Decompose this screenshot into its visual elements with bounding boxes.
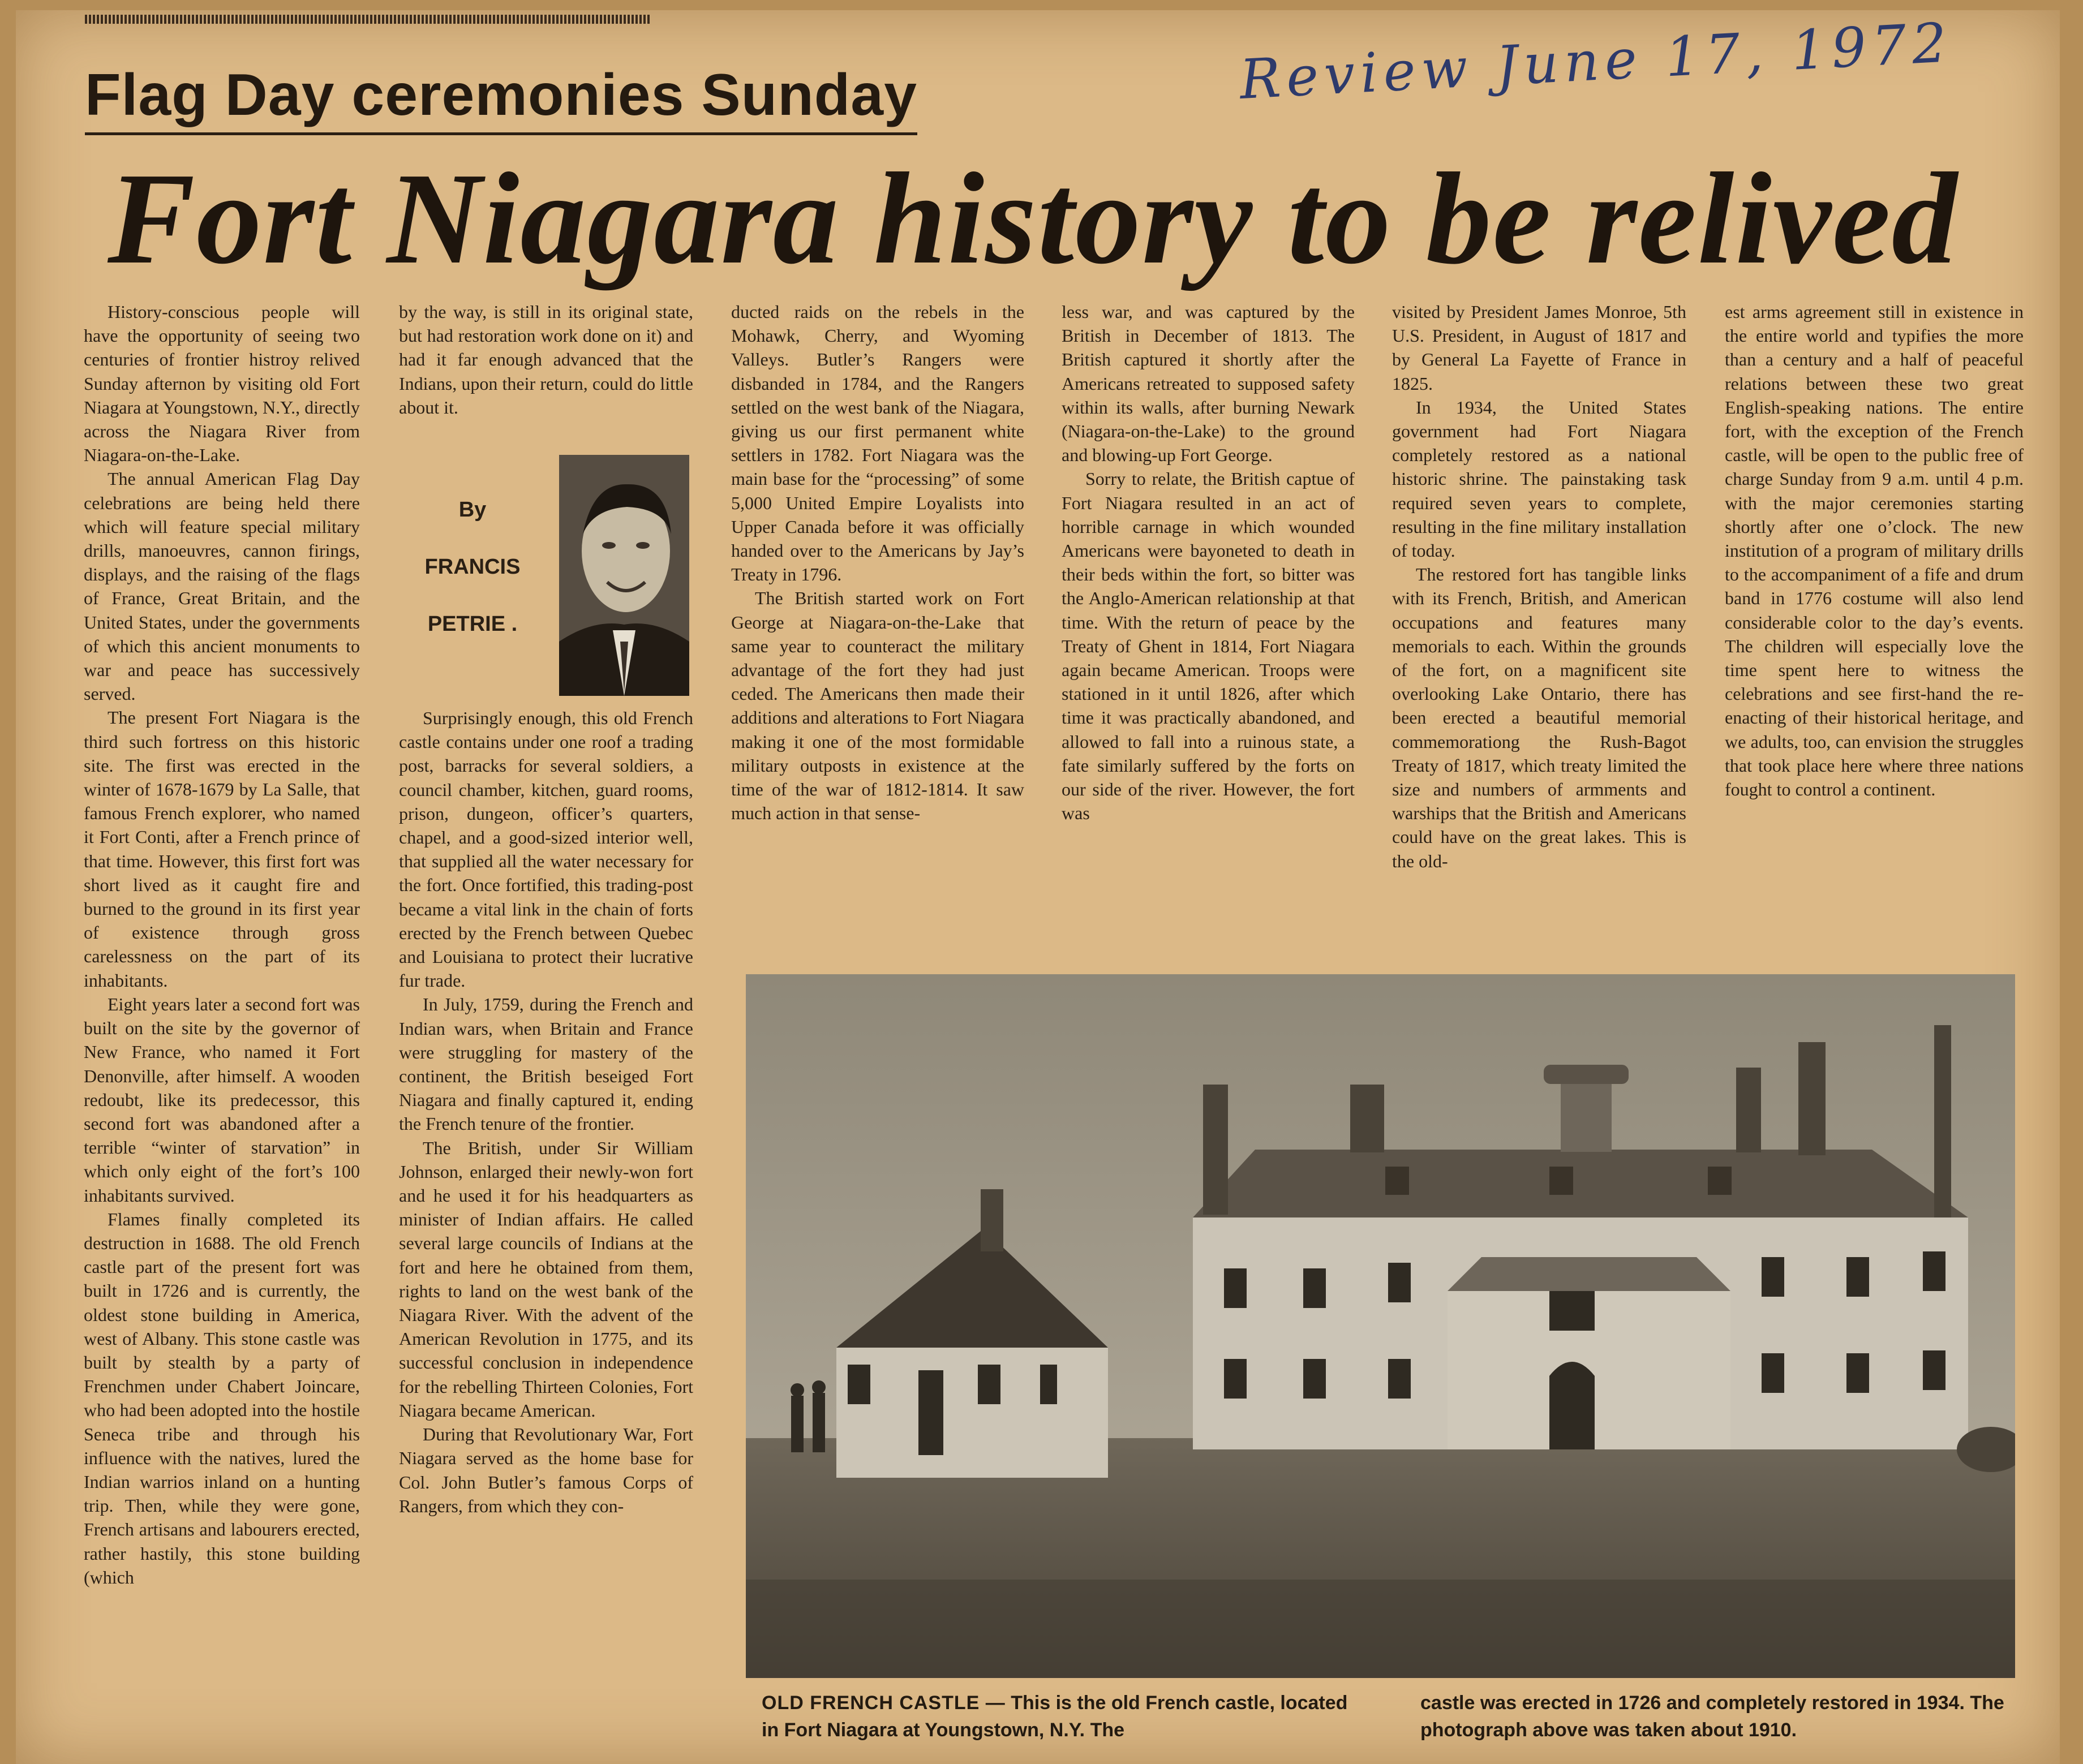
byline-by: By <box>458 498 487 522</box>
paragraph: History-conscious people will have the opportunity of seeing two centuries of frontier histroy relived Sunday afternon by visiting old Fort Niagara at Youngstown, N.Y., directly across the Niagara River from Niagara-on-the-Lake. <box>84 302 360 466</box>
paragraph: ducted raids on the rebels in the Mohawk, Cherry, and Wyoming Valleys. Butler’s Rangers were disbanded in 1784, and the Rangers settled on the west bank of the Niagara, giving us our first permanent white settlers in 1782. Fort Niagara was the main base for the “processing” of some 5,000 United Empire Loyalists into Upper Canada before it was officially handed over to the Americans by Jay’s Treaty in 1796. <box>731 302 1024 585</box>
paragraph: Eight years later a second fort was built on the site by the governor of New France, who named it Fort Denonville, after himself. A wooden redoubt, like its predecessor, this second fort was abandoned after a terrible “winter of starvation” in which only eight of the fort’s 100 inhabitants survived. <box>84 993 360 1206</box>
article-column-5 <box>1392 300 1686 873</box>
byline-last-name: PETRIE . <box>427 612 518 636</box>
caption-lead: OLD FRENCH CASTLE — <box>762 1692 1006 1714</box>
kicker-headline: Flag Day ceremonies Sunday <box>85 61 917 135</box>
byline-first-name: FRANCIS <box>424 555 521 579</box>
paragraph: During that Revolutionary War, Fort Niagara served as the home base for Col. John Butler’s famous Corps of Rangers, from which they con- <box>399 1424 693 1516</box>
paragraph: The present Fort Niagara is the third such fortress on this historic site. The first was erected in the winter of 1678-1679 by La Salle, that famous French explorer, who named it Fort Conti, after a French prince of that time. However, this first fort was short lived as it caught fire and burned to the ground in its first year of existence through gross carelessness on the part of its inhabitants. <box>84 707 360 991</box>
paragraph: Flames finally completed its destruction in 1688. The old French castle part of the present fort was built in 1726 and is currently, the oldest stone building in America, west of Albany. This stone castle was built by stealth by a party of Frenchmen under Chabert Joincare, who had been adopted into the hostile Seneca tribe and through his influence with the natives, lured the Indian warrios inland on a hunting trip. Then, while they were gone, French artisans and labourers erected, rather hastily, this stone building (which <box>84 1208 360 1587</box>
paragraph: The British started work on Fort George at Niagara-on-the-Lake that same year to counteract the military advantage of the fort they had just ceded. The Americans then made their additions and alterations to Fort Niagara making it one of the most formidable military outposts in existence at the time of the war of 1812-1814. It saw much action in that sense- <box>731 588 1024 824</box>
article-column-1 <box>84 300 360 1589</box>
paragraph: In 1934, the United States government had Fort Niagara completely restored as a national historic shrine. The painstaking task required seven years to complete, resulting in the fine military installation of today. <box>1392 397 1686 561</box>
article-column-3 <box>731 300 1024 825</box>
torn-edge-rule <box>85 15 651 24</box>
photo-caption-right <box>1420 1689 2015 1744</box>
byline <box>399 453 546 636</box>
author-portrait-photo <box>559 455 689 696</box>
photo-caption-left <box>762 1689 1362 1744</box>
paragraph: Surprisingly enough, this old French castle contains under one roof a trading post, barracks for several soldiers, a council chamber, kitchen, guard rooms, prison, dungeon, officer’s quarters, chapel, and a good-sized interior well, that supplied all the water necessary for the fort. Once fortified, this trading-post became a vital link in the chain of forts erected by the French between Quebec and Louisiana to protect their lucrative fur trade. <box>399 708 693 991</box>
paragraph: by the way, is still in its original state, but had restoration work done on it) and had it far enough advanced that the Indians, upon their return, could do little about it. <box>399 302 693 418</box>
paragraph: In July, 1759, during the French and Indian wars, when Britain and France were struggling for mastery of the continent, the British beseiged Fort Niagara and finally captured it, ending the French tenure of the frontier. <box>399 994 693 1134</box>
article-column-4 <box>1062 300 1355 825</box>
caption-text-part-1: This is the old French castle, located in Fort Niagara at Youngstown, N.Y. The <box>762 1692 1348 1741</box>
paragraph: The annual American Flag Day celebrations are being held there which will feature special military drills, manoeuvres, cannon firings, displays, and the raising of the flags of France, Great Britain, and the United States, under the governments of which this ancient monuments to war and peace has successively served. <box>84 468 360 704</box>
paragraph: The restored fort has tangible links with its French, British, and American occupations and features many memorials to each. Within the grounds of the fort, on a magnificent site overlooking Lake Ontario, there has been erected a beautiful memorial commemorationg the Rush-Bagot Treaty of 1817, which treaty limited the size and numbers of armments and warships that the British and Americans could have on the great lakes. This is the old- <box>1392 564 1686 871</box>
handwritten-date-note: Review June 17, 1972 <box>1238 11 1954 111</box>
old-french-castle-photo <box>746 974 2015 1678</box>
article-column-2-continued <box>399 706 693 1518</box>
paragraph: Sorry to relate, the British captue of Fort Niagara resulted in an act of horrible carnage in which wounded Americans were bayoneted to death in their beds within the fort, so bitter was the Anglo-American relationship at that time. With the return of peace by the Treaty of Ghent in 1814, Fort Niagara again became American. Troops were stationed in it until 1826, after which time it was practically abandoned, and allowed to fall into a ruinous state, a fate similarly suffered by the forts on our side of the river. However, the fort was <box>1062 468 1355 824</box>
article-column-6 <box>1725 300 2024 801</box>
main-headline: Fort Niagara history to be relived <box>108 146 1959 291</box>
paragraph: visited by President James Monroe, 5th U.S. President, in August of 1817 and by General La Fayette of France in 1825. <box>1392 302 1686 394</box>
caption-text-part-2: castle was erected in 1726 and completely restored in 1934. The photograph above was taken about 1910. <box>1420 1692 2004 1741</box>
paragraph: est arms agreement still in existence in the entire world and typifies the more than a century and a half of peaceful relations between these two great English-speaking nations. The entire fort, with the exception of the French castle, will be open to the public free of charge Sunday from 9 a.m. until 4 p.m. with the major ceremonies starting shortly after one o’clock. The new institution of a program of military drills to the accompaniment of a fife and drum band in 1776 costume will also lend considerable color to the day’s events. The children will especially love the time spent here to witness the celebrations and see first-hand the re-enacting of their historical heritage, and we adults, too, can envision the struggles that took place here where three nations fought to control a continent. <box>1725 302 2024 800</box>
paragraph: The British, under Sir William Johnson, enlarged their newly-won fort and he used it for his headquarters as minister of Indian affairs. He called several large councils of Indians at the fort and here he obtained from them, rights to land on the west bank of the Niagara River. With the advent of the American Revolution in 1775, and its successful conclusion in independence for the rebelling Thirteen Colonies, Fort Niagara became American. <box>399 1137 693 1421</box>
article-column-2 <box>399 300 693 419</box>
paragraph: less war, and was captured by the British in December of 1813. The British captured it shortly after the Americans retreated to supposed safety within its walls, after burning Newark (Niagara-on-the-Lake) to the ground and blowing-up Fort George. <box>1062 302 1355 466</box>
